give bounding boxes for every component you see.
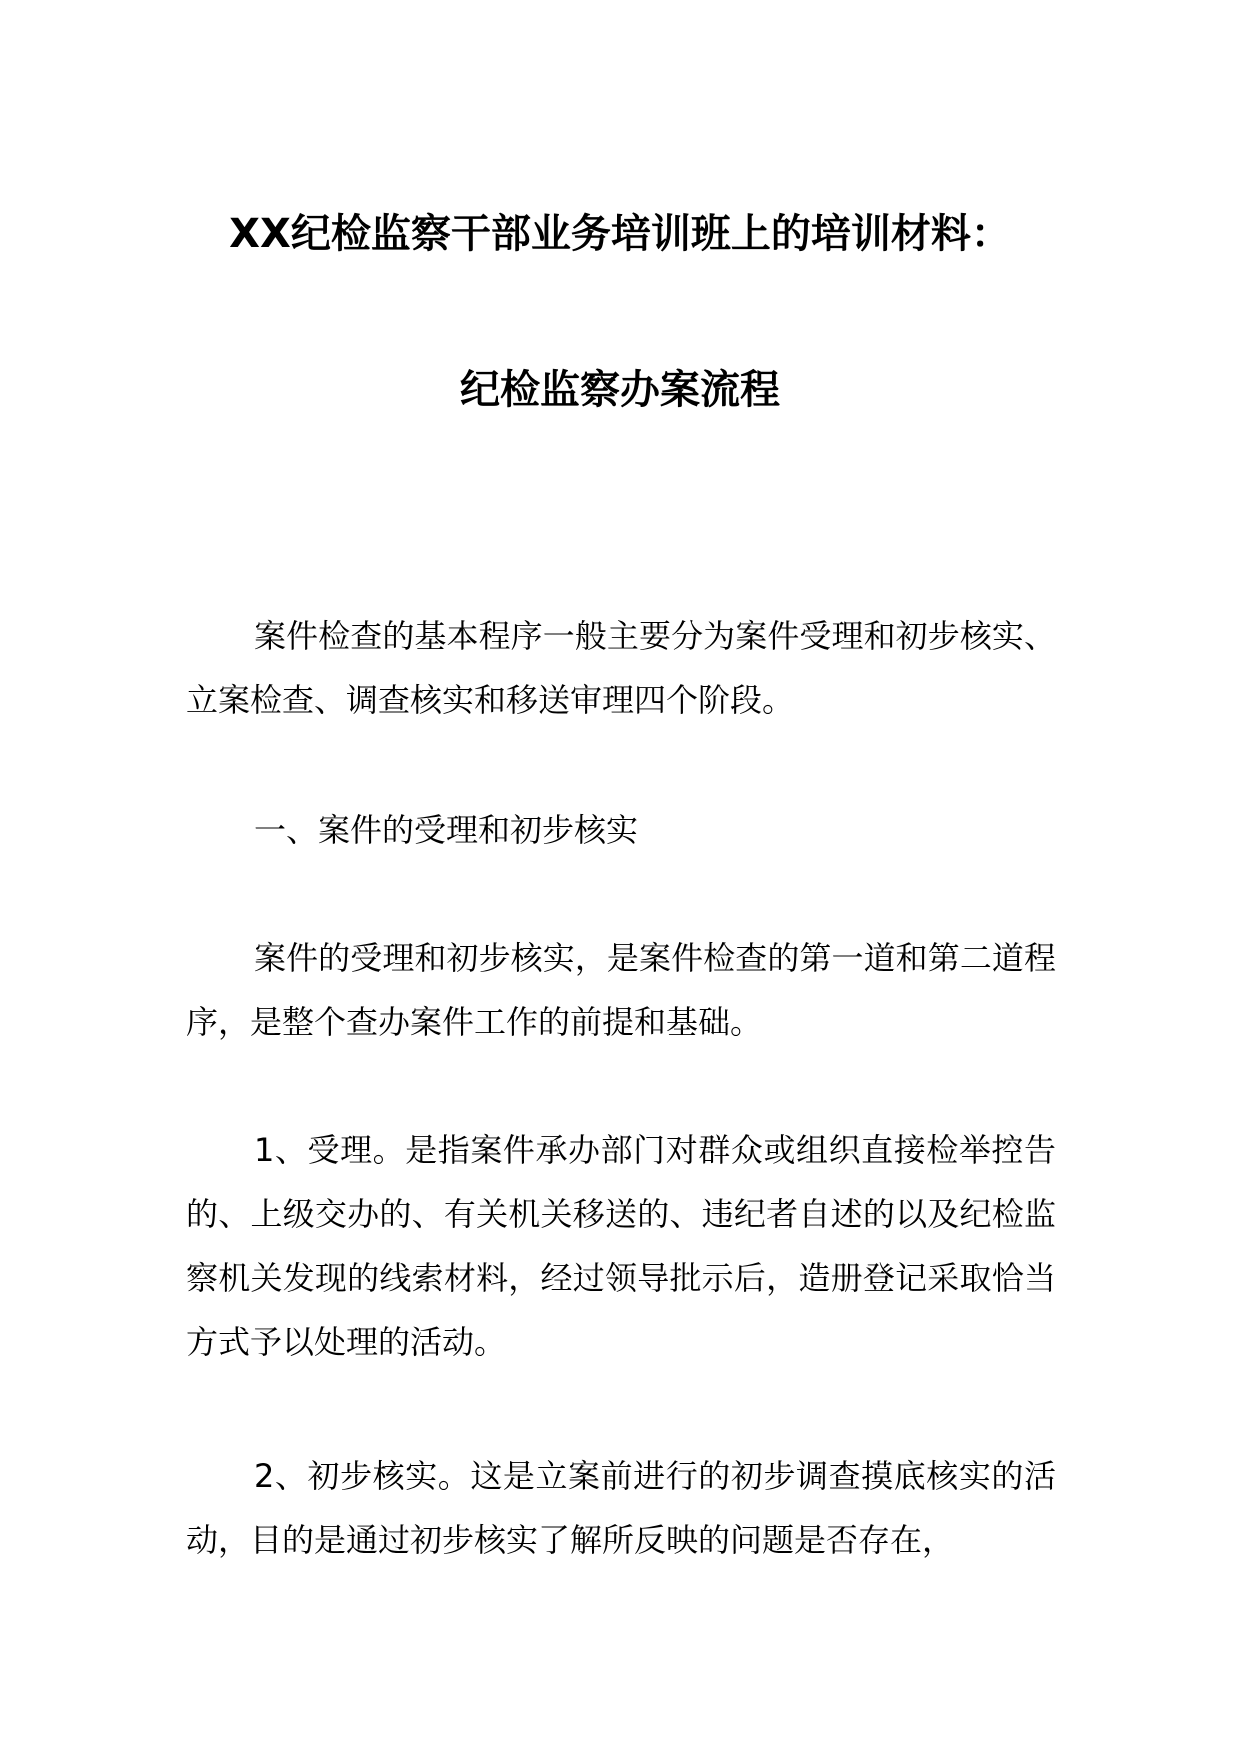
paragraph-intro: 案件检查的基本程序一般主要分为案件受理和初步核实、立案检查、调查核实和移送审理四个阶段。 [186,617,1056,719]
paragraph-acceptance: 1、受理。是指案件承办部门对群众或组织直接检举控告的、上级交办的、有关机关移送的、违纪者自述的以及纪检监察机关发现的线索材料，经过领导批示后，造册登记采取恰当方式予以处理的活动。 [186,1131,1056,1361]
section-heading-1: 一、案件的受理和初步核实 [254,811,639,849]
document-title-line-2: 纪检监察办案流程 [460,367,780,413]
paragraph-section-1-intro: 案件的受理和初步核实，是案件检查的第一道和第二道程序，是整个查办案件工作的前提和基础。 [186,939,1056,1041]
document-title-line-1: XX纪检监察干部业务培训班上的培训材料： [229,211,1011,257]
paragraph-preliminary-verification: 2、初步核实。这是立案前进行的初步调查摸底核实的活动，目的是通过初步核实了解所反映的问题是否存在， [186,1457,1056,1559]
